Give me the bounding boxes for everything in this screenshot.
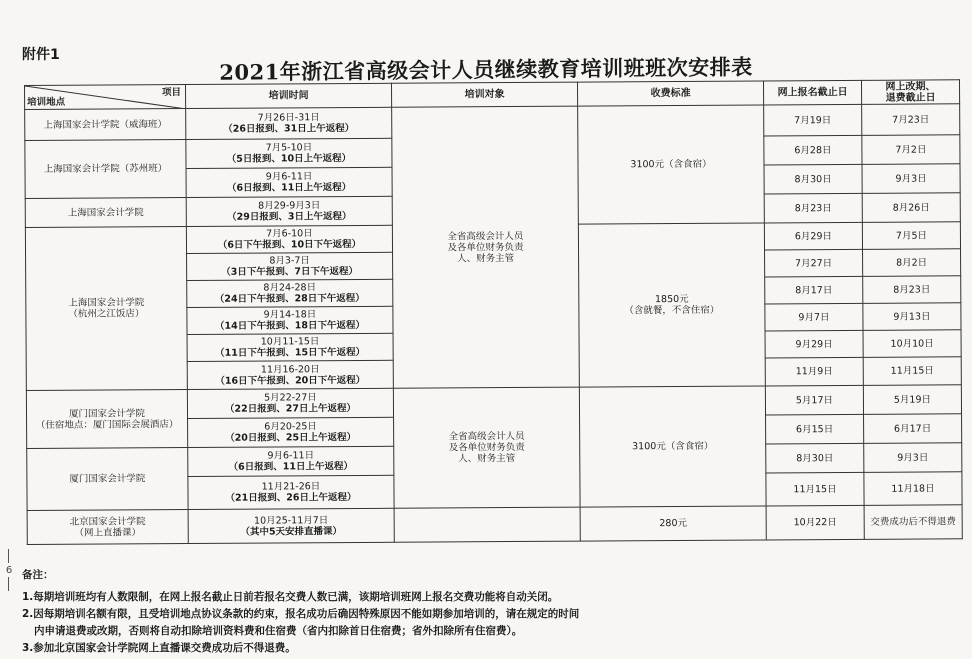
time-detail: （5日报到、10日上午返程） bbox=[226, 153, 352, 165]
time-range: 9月14-18日 bbox=[263, 309, 317, 321]
deadline-cell: 6月29日 bbox=[764, 222, 862, 250]
header-fee: 收费标准 bbox=[577, 81, 763, 106]
fee-note: （含就餐，不含住宿） bbox=[624, 304, 720, 317]
target-line: 及各单位财务负责 bbox=[448, 441, 525, 454]
cancel-cell: 11月18日 bbox=[864, 472, 962, 506]
time-detail: （其中5天安排直播课） bbox=[240, 525, 343, 538]
site-hangzhou bbox=[25, 227, 187, 391]
time-cell bbox=[186, 167, 392, 197]
cancel-cell: 8月2日 bbox=[863, 249, 961, 277]
cancel-cell: 9月3日 bbox=[864, 443, 962, 473]
notes-section bbox=[22, 567, 579, 657]
site-xiamen: 厦门国家会计学院 bbox=[27, 448, 188, 511]
time-cell bbox=[188, 508, 394, 543]
cancel-cell: 5月19日 bbox=[863, 385, 961, 415]
header-corner-cell bbox=[25, 85, 186, 110]
time-detail: （22日报到、27日上午返程） bbox=[224, 402, 356, 415]
cancel-cell: 8月26日 bbox=[862, 193, 960, 223]
site-xiamen-exhibition bbox=[26, 390, 187, 449]
time-detail: （6日报到、11日上午返程） bbox=[226, 182, 352, 194]
site-venue: （网上直播课） bbox=[74, 526, 142, 539]
time-range: 6月20-25日 bbox=[264, 421, 317, 433]
deadline-cell: 5月17日 bbox=[765, 385, 863, 415]
time-range: 7月6-10日 bbox=[266, 228, 313, 240]
time-range: 10月25-11月7日 bbox=[254, 514, 329, 527]
cancel-cell: 7月23日 bbox=[862, 104, 960, 136]
site-venue: （住宿地点：厦门国际会展酒店） bbox=[35, 418, 179, 431]
time-cell bbox=[187, 388, 393, 418]
site-name: 北京国家会计学院 bbox=[69, 515, 146, 528]
time-cell bbox=[188, 475, 394, 509]
cancel-cell: 10月10日 bbox=[863, 330, 961, 358]
target-empty-cell bbox=[394, 507, 580, 542]
cancel-cell: 7月2日 bbox=[862, 135, 960, 165]
deadline-cell: 9月29日 bbox=[765, 330, 863, 358]
cancel-cell: 7月5日 bbox=[862, 222, 960, 250]
target-group-2 bbox=[393, 387, 580, 508]
time-range: 9月6-11日 bbox=[265, 171, 313, 183]
deadline-cell: 11月15日 bbox=[766, 472, 864, 506]
margin-bar-top bbox=[8, 549, 9, 563]
fee-group-4: 280元 bbox=[580, 506, 766, 541]
margin-bar-bottom bbox=[8, 577, 9, 591]
schedule-table bbox=[24, 79, 963, 545]
notes-label: 备注： bbox=[22, 569, 54, 581]
cancel-cell: 9月3日 bbox=[862, 164, 960, 194]
fee-amount: 1850元 bbox=[654, 293, 689, 306]
time-range: 10月11-15日 bbox=[260, 336, 320, 348]
time-detail: （20日报到、25日上午返程） bbox=[225, 431, 357, 444]
deadline-cell: 6月28日 bbox=[764, 135, 862, 165]
time-cell bbox=[187, 333, 393, 361]
note-3: 3.参加北京国家会计学院网上直播课交费成功后不得退费。 bbox=[22, 642, 296, 654]
time-detail: （26日报到、31日上午返程） bbox=[223, 122, 355, 135]
time-range: 11月21-26日 bbox=[261, 481, 321, 493]
cancel-cell: 6月17日 bbox=[864, 414, 962, 444]
time-range: 8月3-7日 bbox=[269, 255, 310, 267]
time-detail: （16日下午报到、20日下午返程） bbox=[215, 374, 366, 387]
time-range: 8月24-28日 bbox=[263, 282, 317, 294]
time-detail: （3日下午报到、7日下午返程） bbox=[221, 265, 359, 278]
header-deadline: 网上报名截止日 bbox=[763, 80, 861, 105]
margin-page-number: 6 bbox=[5, 565, 13, 576]
site-name: 上海国家会计学院 bbox=[68, 297, 145, 309]
time-detail: （14日下午报到、18日下午返程） bbox=[214, 319, 365, 332]
time-detail: （21日报到、26日上午返程） bbox=[225, 491, 357, 504]
fee-group-1: 3100元（含食宿） bbox=[578, 105, 765, 224]
time-cell bbox=[188, 446, 394, 476]
deadline-cell: 7月27日 bbox=[765, 249, 863, 277]
header-location-label: 培训地点 bbox=[27, 96, 66, 108]
time-cell bbox=[187, 306, 393, 334]
target-line: 人、财务主管 bbox=[457, 252, 515, 264]
cancel-cell: 8月23日 bbox=[863, 276, 961, 304]
table-row bbox=[27, 505, 962, 545]
margin-page-mark bbox=[3, 548, 15, 593]
deadline-cell: 8月30日 bbox=[764, 164, 862, 194]
deadline-cell: 8月30日 bbox=[766, 443, 864, 473]
time-range: 7月5-10日 bbox=[265, 142, 313, 154]
time-cell bbox=[186, 225, 392, 253]
header-cancel-line2: 退费截止日 bbox=[885, 91, 936, 104]
time-range: 8月29-9月3日 bbox=[258, 200, 321, 212]
cancel-cell: 11月15日 bbox=[863, 357, 961, 386]
time-detail: （11日下午报到、15日下午返程） bbox=[215, 346, 366, 359]
target-line: 人、财务主管 bbox=[458, 453, 516, 465]
site-venue: （杭州之江饭店） bbox=[68, 308, 145, 320]
target-line: 及各单位财务负责 bbox=[447, 241, 524, 253]
time-detail: （29日报到、3日上午返程） bbox=[227, 211, 352, 223]
site-suzhou: 上海国家会计学院（苏州班） bbox=[25, 140, 186, 199]
time-range: 9月6-11日 bbox=[267, 450, 315, 462]
time-cell bbox=[186, 196, 392, 226]
deadline-cell: 6月15日 bbox=[766, 414, 864, 444]
target-group-1 bbox=[392, 106, 580, 388]
target-line: 全省高级会计人员 bbox=[448, 430, 525, 443]
note-1: 1.每期培训班均有人数限制，在网上报名截止日前若报名交费人数已满，该期培训班网上报名交费功能将自动关闭。 bbox=[22, 591, 559, 603]
deadline-cell: 11月9日 bbox=[765, 357, 863, 386]
time-cell bbox=[187, 279, 393, 307]
note-2-line-1: 2.因每期培训名额有限，且受培训地点协议条款的约束，报名成功后确因特殊原因不能如期参加培训的，请在规定的时间 bbox=[22, 608, 580, 620]
time-range: 5月22-27日 bbox=[264, 392, 317, 404]
time-cell bbox=[186, 138, 392, 168]
time-range: 7月26日-31日 bbox=[257, 112, 320, 124]
time-cell bbox=[186, 107, 392, 139]
cancel-cell: 交费成功后不得退费 bbox=[864, 505, 962, 540]
time-detail: （6日报到、11日上午返程） bbox=[228, 460, 354, 473]
deadline-cell: 7月19日 bbox=[764, 104, 862, 136]
time-detail: （24日下午报到、28日下午返程） bbox=[214, 292, 365, 305]
deadline-cell: 8月23日 bbox=[764, 193, 862, 223]
header-item-label: 项目 bbox=[162, 87, 182, 99]
time-cell bbox=[188, 417, 394, 447]
header-cancel-line1: 网上改期、 bbox=[885, 80, 936, 93]
time-cell bbox=[187, 360, 393, 389]
site-beijing bbox=[27, 510, 188, 545]
cancel-cell: 9月13日 bbox=[863, 303, 961, 331]
target-line: 全省高级会计人员 bbox=[447, 230, 524, 242]
fee-group-2 bbox=[578, 223, 765, 387]
note-2-line-2: 内申请退费或改期，否则将自动扣除培训资料费和住宿费（省内扣除首日住宿费；省外扣除所有住宿费）。 bbox=[34, 625, 523, 637]
header-time: 培训时间 bbox=[186, 83, 392, 108]
deadline-cell: 8月17日 bbox=[765, 276, 863, 304]
document-title: 2021年浙江省高级会计人员继续教育培训班班次安排表 bbox=[219, 54, 753, 85]
attachment-label: 附件1 bbox=[22, 47, 60, 63]
time-detail: （6日下午报到、10日下午返程） bbox=[217, 238, 362, 251]
site-weihai: 上海国家会计学院（威海班） bbox=[25, 109, 186, 141]
deadline-cell: 10月22日 bbox=[766, 505, 864, 540]
site-shanghai: 上海国家会计学院 bbox=[25, 198, 186, 228]
header-target: 培训对象 bbox=[391, 82, 577, 107]
time-cell bbox=[187, 252, 393, 280]
deadline-cell: 9月7日 bbox=[765, 303, 863, 331]
time-range: 11月16-20日 bbox=[260, 363, 320, 376]
site-name: 厦门国家会计学院 bbox=[68, 407, 146, 420]
header-cancel bbox=[861, 80, 959, 105]
fee-group-3: 3100元（含食宿） bbox=[579, 386, 766, 507]
